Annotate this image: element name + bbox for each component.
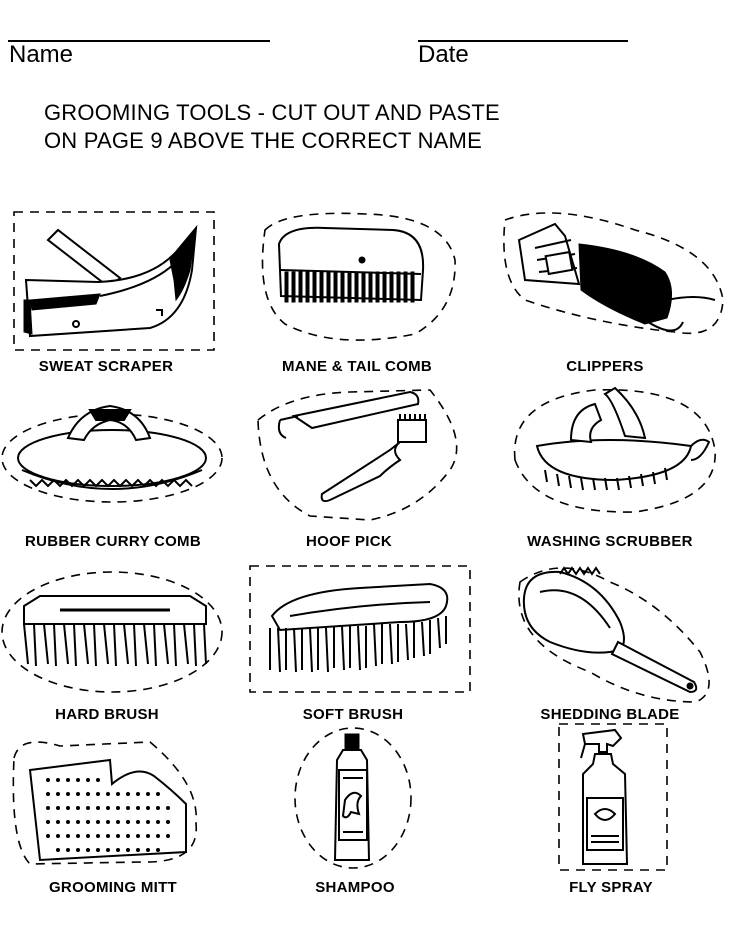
instructions-line-2: ON PAGE 9 ABOVE THE CORRECT NAME xyxy=(44,128,482,153)
fly-spray-bottle-icon[interactable] xyxy=(555,724,675,874)
shampoo-bottle-icon[interactable] xyxy=(295,724,425,874)
row-4 xyxy=(0,724,736,884)
row-3 xyxy=(0,562,736,702)
rubber-curry-comb-icon[interactable] xyxy=(0,380,240,530)
date-label: Date xyxy=(418,41,469,68)
tool-label-shampoo: SHAMPOO xyxy=(315,879,395,896)
tool-label-soft-brush: SOFT BRUSH xyxy=(302,706,404,723)
instructions-line-1: GROOMING TOOLS - CUT OUT AND PASTE xyxy=(44,100,500,125)
grooming-mitt-icon[interactable] xyxy=(0,724,240,874)
soft-brush-icon[interactable] xyxy=(250,562,480,702)
tool-label-shedding-blade: SHEDDING BLADE xyxy=(540,706,680,723)
tool-label-fly-spray: FLY SPRAY xyxy=(569,879,653,896)
washing-scrubber-icon[interactable] xyxy=(505,380,736,530)
tool-label-hoof-pick: HOOF PICK xyxy=(305,533,393,550)
clippers-icon[interactable] xyxy=(495,200,736,360)
tool-label-grooming-mitt: GROOMING MITT xyxy=(48,879,178,896)
tool-label-hard-brush: HARD BRUSH xyxy=(55,706,159,723)
row-2 xyxy=(0,380,736,540)
mane-tail-comb-icon[interactable] xyxy=(245,200,465,360)
row-1 xyxy=(0,200,736,360)
hard-brush-icon[interactable] xyxy=(0,562,240,702)
name-label: Name xyxy=(9,41,74,68)
tool-label-mane-tail-comb: MANE & TAIL COMB xyxy=(281,358,433,375)
sweat-scraper-icon[interactable] xyxy=(0,200,240,360)
tool-label-clippers: CLIPPERS xyxy=(566,358,644,375)
tool-label-washing-scrubber: WASHING SCRUBBER xyxy=(527,533,693,550)
hoof-pick-icon[interactable] xyxy=(250,380,470,530)
shedding-blade-icon[interactable] xyxy=(500,562,736,712)
tool-label-sweat-scraper: SWEAT SCRAPER xyxy=(38,358,174,375)
tool-label-rubber-curry-comb: RUBBER CURRY COMB xyxy=(25,533,201,550)
